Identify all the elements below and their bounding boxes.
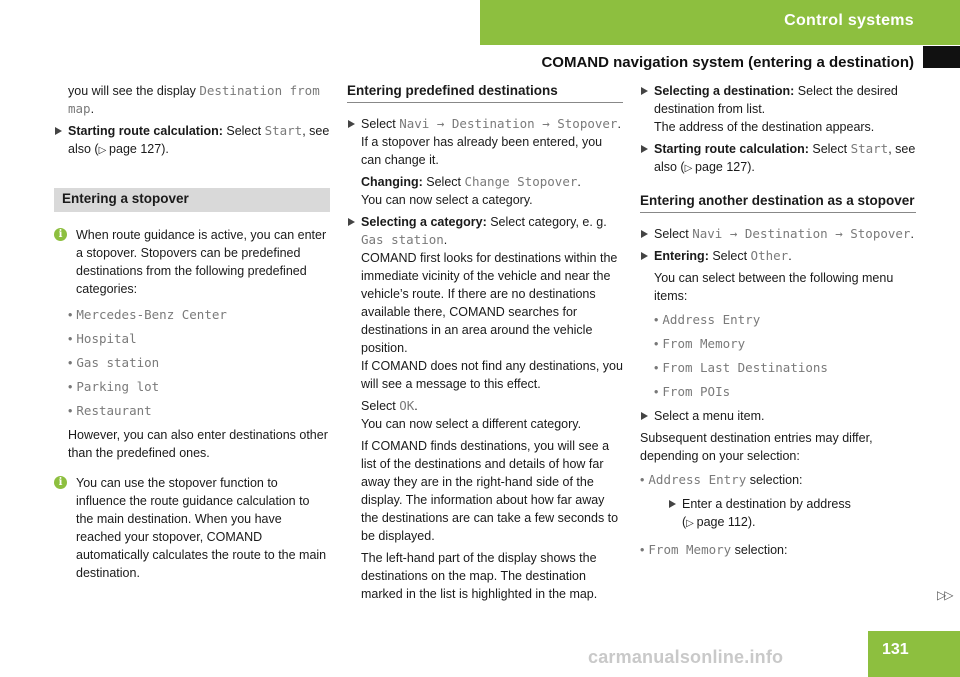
info-note-2: i You can use the stopover function to influence the route guidance calculation to the main destination. When you have reached your stopover, COMAND automatically calculates the route to the main destination. bbox=[54, 474, 330, 582]
list-item: • Mercedes-Benz Center bbox=[54, 306, 330, 324]
info-icon: i bbox=[54, 228, 67, 241]
header-banner bbox=[480, 0, 960, 45]
subsection-title: COMAND navigation system (entering a destination) bbox=[541, 54, 914, 71]
step-enter-address: Enter a destination by address (▷ page 112). bbox=[640, 495, 916, 533]
category-list bbox=[54, 306, 330, 420]
page-number: 131 bbox=[882, 641, 909, 658]
subsequent-text: Subsequent destination entries may differ, depending on your selection: bbox=[640, 431, 873, 463]
page-ref-arrow-icon: ▷ bbox=[686, 518, 697, 529]
left-part-text: The left-hand part of the display shows the destinations on the map. The destination marked in the list is highlighted in the map. bbox=[361, 551, 598, 601]
list-item: • From POIs bbox=[640, 383, 916, 401]
found-text: If COMAND finds destinations, you will see a list of the destinations and details of how far away they are in the right-hand side of the display. The information about how far away the destinations are can take a few seconds to be displayed. bbox=[361, 439, 619, 543]
step-select-category: Selecting a category: Select category, e. g. Gas station. COMAND first looks for destinations within the immediate vicinity of the vehicle and near the vehicle’s route. If there are no destinations available there, COMAND searches for destinations in an area around the vehicle position. If COMAND does not find any destinations, you will see a message to this effect. bbox=[347, 213, 623, 393]
column-1 bbox=[54, 82, 330, 590]
column-3 bbox=[640, 82, 916, 565]
list-item: • Address Entry bbox=[640, 311, 916, 329]
header-marker bbox=[923, 46, 960, 68]
column-2 bbox=[347, 82, 623, 607]
step-select-navi: Select Navi → Destination → Stopover. If a stopover has already been entered, you can change it. bbox=[347, 115, 623, 169]
step-start-route-2: Starting route calculation: Select Start, see also (▷ page 127). bbox=[640, 140, 916, 178]
list-item: • Restaurant bbox=[54, 402, 330, 420]
section-heading: Entering predefined destinations bbox=[347, 82, 623, 103]
menu-items-intro: You can select between the following menu items: bbox=[654, 271, 894, 303]
step-select-navi-2: Select Navi → Destination → Stopover. bbox=[640, 225, 916, 243]
step-entering: Entering: Select Other. bbox=[640, 247, 916, 265]
list-item: • Parking lot bbox=[54, 378, 330, 396]
list-item: • From Memory bbox=[640, 335, 916, 353]
section-heading: Entering another destination as a stopover bbox=[640, 192, 916, 213]
step-select-menu-item: Select a menu item. bbox=[640, 407, 916, 425]
menu-item-list bbox=[640, 311, 916, 401]
intro-text: you will see the display Destination from map. bbox=[68, 83, 320, 116]
page-ref-arrow-icon: ▷ bbox=[98, 145, 110, 156]
section-box-title: Entering a stopover bbox=[54, 188, 330, 212]
changing-text: Changing: Select Change Stopover. You can now select a category. bbox=[361, 174, 581, 207]
ok-text: Select OK. You can now select a different category. bbox=[361, 398, 582, 431]
page-ref-link[interactable]: page 127 bbox=[109, 142, 162, 156]
from-memory-selection: • From Memory selection: bbox=[640, 541, 916, 559]
list-item: • From Last Destinations bbox=[640, 359, 916, 377]
page-ref-link[interactable]: page 112 bbox=[696, 515, 748, 529]
step-start-route: Starting route calculation: Select Start, see also (▷ page 127). bbox=[54, 122, 330, 160]
info-icon: i bbox=[54, 476, 67, 489]
step-select-destination: Selecting a destination: Select the desired destination from list. The address of the destination appears. bbox=[640, 82, 916, 136]
list-item: • Hospital bbox=[54, 330, 330, 348]
list-item: • Gas station bbox=[54, 354, 330, 372]
page-ref-link[interactable]: page 127 bbox=[695, 160, 748, 174]
page-ref-arrow-icon: ▷ bbox=[684, 163, 696, 174]
watermark-text: carmanualsonline.info bbox=[588, 647, 784, 667]
address-entry-selection: • Address Entry selection: bbox=[640, 471, 916, 489]
however-text: However, you can also enter destinations other than the predefined ones. bbox=[68, 428, 328, 460]
page-number-box bbox=[868, 631, 960, 677]
section-title: Control systems bbox=[784, 12, 914, 29]
info-note-1: i When route guidance is active, you can enter a stopover. Stopovers can be predefined destinations from the following predefined categories: bbox=[54, 226, 330, 298]
continue-arrow-icon: ▷▷ bbox=[937, 588, 952, 602]
